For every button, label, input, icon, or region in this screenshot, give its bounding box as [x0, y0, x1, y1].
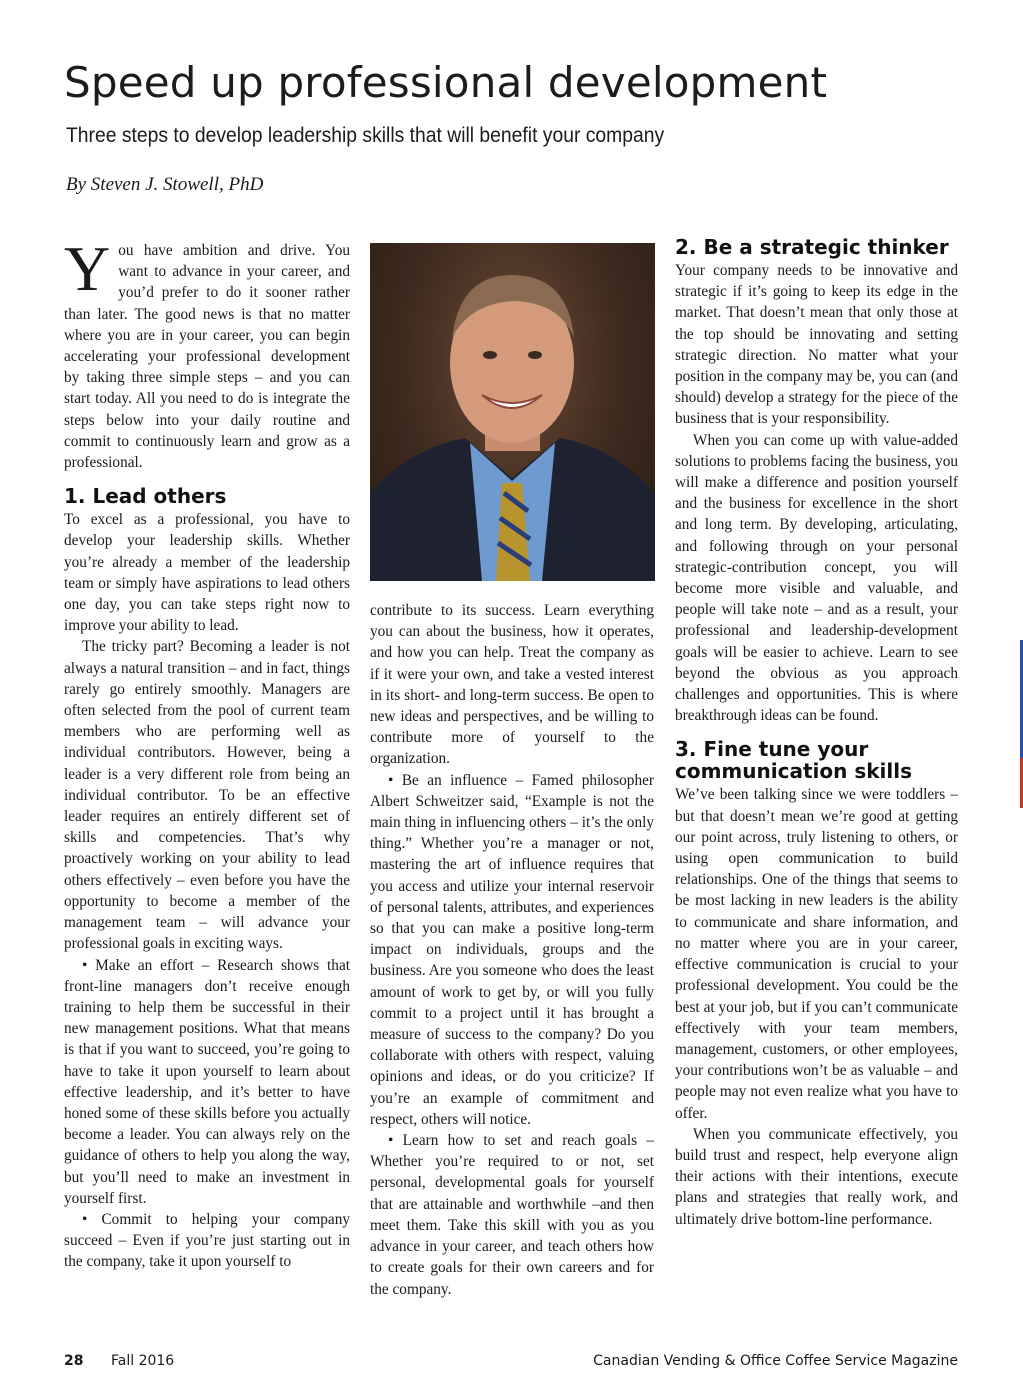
column-2 [370, 600, 654, 1300]
column-3 [675, 236, 958, 1230]
section-3-paragraph: We’ve been talking since we were toddlers – but that doesn’t mean we’re good at getting our point across, truly listening to others, or using open communication to build relationships. One of the things that seems to be most lacking in new leaders is the ability to communicate and share information, and no matter where you are in your career, effective communication is crucial to your professional development. You could be the best at your job, but if you can’t communicate effectively with your team members, management, customers, or other employees, your contributions won’t be as valuable – and people may not even realize what you have to offer. [675, 786, 958, 1122]
commit-continuation: contribute to its success. Learn everything you can about the business, how it operates, and how you can help. Treat the company as if it were your own, and take a vested interest in its short- and long-term success. Be open to new ideas and perspectives, and be willing to contribute more of yourself to the organization. [370, 602, 654, 768]
page-number: 28 [64, 1353, 84, 1369]
article-subtitle: Three steps to develop leadership skills that will benefit your company [66, 124, 665, 147]
article-byline: By Steven J. Stowell, PhD [66, 174, 264, 195]
author-portrait-image [370, 243, 655, 581]
section-1-bullet-make-an-effort: • Make an effort – Research shows that front-line managers don’t receive enough training to help them be successful in their new management positions. What that means is that if you want to succeed, you’re going to have to take it upon yourself to learn about effective leadership, and it’s better to have honed some of these skills before you actually become a leader. You can always rely on the guidance of others to help you along the way, but you’ll need to make an investment in yourself first. [64, 956, 350, 1207]
right-eye [528, 351, 542, 359]
column-1 [64, 233, 350, 1273]
section-3-heading: 3. Fine tune your communication skills [675, 737, 912, 784]
section-1-paragraph: To excel as a professional, you have to develop your leadership skills. Whether you’re already a member of the leadership team or simply have aspirations to lead others one day, you can take steps right now to improve your ability to lead. [64, 511, 350, 635]
section-2-paragraph: When you can come up with value-added solutions to problems facing the business, you will make a difference and position yourself and the business for excellence in the short and long term. By developing, articulating, and following through on your personal strategic-contribution concept, you will become more visible and valuable, and people will take note – and as a result, your professional and leadership-development goals will be easier to achieve. Learn to see beyond the obvious as you approach challenges and opportunities. This is where breakthrough ideas can be found. [675, 431, 958, 725]
section-1-paragraph: The tricky part? Becoming a leader is not always a natural transition – and in fact, things rarely go entirely smoothly. Managers are often selected from the pool of current team members who are performing well as individual contributors. However, being a leader is a very different role from being an individual contributor. To be an effective leader requires an entirely different set of skills and competencies. That’s why proactively working on your ability to lead others effectively – even before you have the opportunity to become a member of the management team – will advance your professional goals in exciting ways. [64, 638, 350, 953]
section-3-paragraph: When you communicate effectively, you build trust and respect, help everyone align their actions with their intentions, execute plans and strategies that really work, and ultimately drive bottom-line performance. [675, 1125, 958, 1228]
intro-text: ou have ambition and drive. You want to advance in your career, and you’d prefer to do it sooner rather than later. The good news is that no matter where you are in your career, you can begin accelerating your professional development by taking three simple steps – and you can start today. All you need to do is integrate the steps below into your daily routine and commit to continuously learn and grow as a professional. [64, 242, 350, 472]
article-title: Speed up professional development [64, 58, 828, 107]
section-2-heading: 2. Be a strategic thinker [675, 235, 949, 259]
intro-paragraph [64, 233, 350, 473]
magazine-name: Canadian Vending & Office Coffee Service Magazine [593, 1353, 958, 1369]
bullet-set-goals: • Learn how to set and reach goals – Whether you’re required to or not, set personal, developmental goals for yourself that are attainable and worthwhile –and then meet them. Take this skill with you as you advance in your career, and teach others how to create goals for their own careers and for the company. [370, 1132, 654, 1298]
bullet-be-an-influence: • Be an influence – Famed philosopher Albert Schweitzer said, “Example is not the main thing in influencing others – it’s the only thing.” Whether you’re a manager or not, mastering the art of influence requires that you access and utilize your internal reservoir of personal talents, attributes, and experiences so that you can make a positive long-term impact on individuals, groups and the business. Are you someone who does the least amount of work to get by, or will you fully commit to a project until it has brought a measure of success to the company? Do you collaborate with others with respect, valuing opinions and ideas, or do you criticize? If you’re an example of commitment and respect, others will notice. [370, 771, 654, 1128]
section-2-paragraph: Your company needs to be innovative and strategic if it’s going to keep its edge in the market. That doesn’t mean that only those at the top should be innovating and setting strategic direction. No matter what your position in the company may be, you can (and should) develop a strategy for the piece of the business that is your responsibility. [675, 262, 958, 428]
author-photo [370, 243, 655, 581]
left-eye [483, 351, 497, 359]
drop-cap: Y [64, 233, 111, 304]
section-1-bullet-commit: • Commit to helping your company succeed – Even if you’re just starting out in the company, take it upon yourself to [64, 1210, 350, 1271]
issue-label: Fall 2016 [111, 1353, 175, 1369]
section-1-heading: 1. Lead others [64, 484, 227, 509]
